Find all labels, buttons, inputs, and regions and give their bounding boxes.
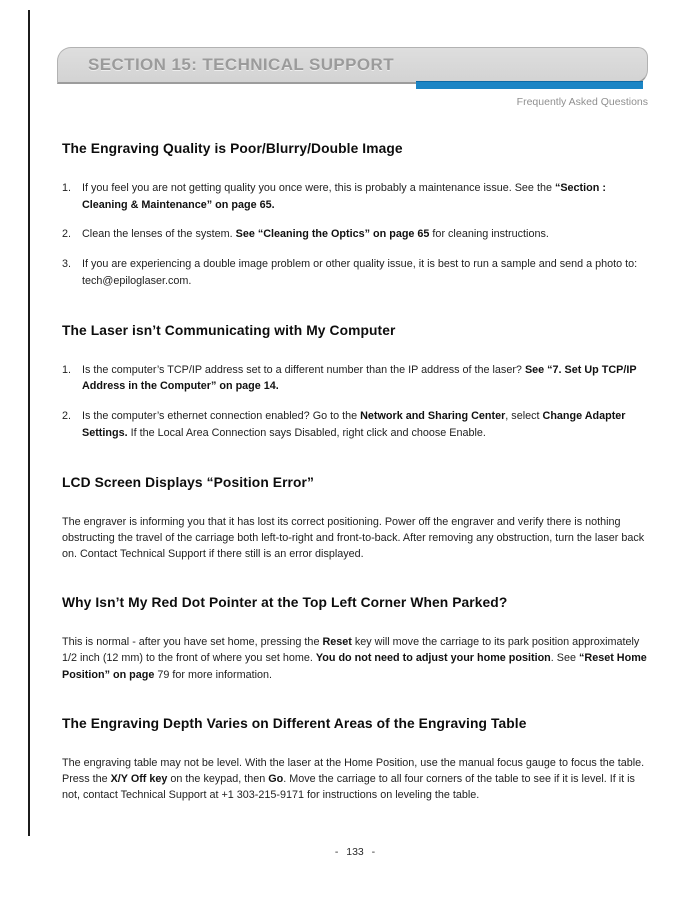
faq-section (62, 141, 648, 290)
list-item-text (82, 408, 648, 441)
text-run: If you are experiencing a double image problem or other quality issue, it is best to run a sample and send a photo to: tech@epiloglaser.com. (82, 258, 638, 287)
accent-bar (416, 81, 643, 89)
faq-list (62, 362, 648, 442)
faq-section (62, 475, 648, 563)
list-item-number: 2. (62, 410, 72, 423)
text-run: . See (550, 652, 579, 665)
scan-artifact-line (28, 10, 30, 836)
bold-text-run: See “7. Set Up TCP/IP Address in the Computer” on page 14. (82, 363, 637, 393)
section-heading: LCD Screen Displays “Position Error” (62, 474, 315, 490)
text-run: Clean the lenses of the system. (82, 228, 236, 241)
text-run: Is the computer’s ethernet connection enabled? Go to the (82, 410, 361, 423)
section-heading: The Engraving Quality is Poor/Blurry/Double Image (62, 141, 403, 156)
faq-list (62, 180, 648, 290)
sections (62, 141, 648, 803)
list-item-number: 3. (62, 258, 72, 271)
bold-text-run: “Reset Home Position” on page (62, 652, 647, 681)
page-number: - 133 - (334, 846, 376, 858)
section-heading: The Laser isn’t Communicating with My Computer (62, 322, 396, 338)
list-item-text (82, 362, 648, 395)
paragraph (62, 755, 648, 804)
section-banner (57, 47, 648, 84)
text-run: The engraver is informing you that it has lost its correct positioning. Power off the engraver and verify there is nothing obstructing the travel of the carriage both left-to-right and front-to-back. After removing any obstruction, turn the laser back on. Contact Technical Support if there still is an error displayed. (62, 515, 645, 560)
page-content (62, 47, 648, 813)
list-item-text (82, 256, 648, 289)
list-item (62, 256, 648, 289)
text-run: The engraving table may not be level. With the laser at the Home Position, use the manual focus gauge to focus the table. Press the (62, 756, 645, 785)
text-run: key will move the carriage to its park position approximately 1/2 inch (12 mm) to the front of where you set home. (62, 636, 640, 665)
text-run: . Move the carriage to all four corners of the table to see if it is level. If it is not, contact Technical Support at +1 303-215-9171 for instructions on leveling the table. (62, 772, 635, 802)
bold-text-run: Network and Sharing Center (360, 410, 506, 423)
list-item-number: 1. (62, 182, 72, 194)
paragraph (62, 634, 648, 683)
text-run: Is the computer’s TCP/IP address set to a different number than the IP address of the laser? (82, 363, 525, 376)
list-item-text (82, 180, 648, 213)
bold-text-run: “Section : Cleaning & Maintenance” on page 65. (82, 182, 606, 211)
bold-text-run: Go (268, 772, 284, 785)
list-item-number: 1. (62, 363, 72, 376)
list-item (62, 180, 648, 213)
faq-section (62, 595, 648, 683)
faq-section (62, 323, 648, 442)
bold-text-run: See “Cleaning the Optics” on page 65 (235, 228, 430, 241)
bold-text-run: Reset (322, 636, 352, 649)
text-run: , select (505, 410, 543, 423)
section-heading: The Engraving Depth Varies on Different Areas of the Engraving Table (62, 715, 527, 731)
section-heading: Why Isn’t My Red Dot Pointer at the Top Left Corner When Parked? (62, 595, 508, 611)
section-banner-title: SECTION 15: TECHNICAL SUPPORT (88, 55, 394, 74)
list-item (62, 408, 648, 441)
text-run: for cleaning instructions. (429, 228, 549, 241)
bold-text-run: You do not need to adjust your home position (315, 652, 551, 665)
text-run: If you feel you are not getting quality you once were, this is probably a maintenance issue. See the (82, 182, 555, 194)
bold-text-run: Change Adapter Settings. (82, 410, 626, 439)
list-item-number: 2. (62, 228, 72, 241)
page-subtitle: Frequently Asked Questions (516, 96, 648, 108)
text-run: on the keypad, then (167, 772, 269, 785)
text-run: This is normal - after you have set home, pressing the (62, 636, 323, 649)
list-item-text (82, 226, 648, 243)
text-run: 79 for more information. (154, 668, 272, 681)
paragraph (62, 514, 648, 563)
faq-section (62, 716, 648, 804)
bold-text-run: X/Y Off key (110, 772, 168, 785)
list-item (62, 362, 648, 395)
text-run: If the Local Area Connection says Disabled, right click and choose Enable. (127, 426, 486, 439)
list-item (62, 226, 648, 243)
